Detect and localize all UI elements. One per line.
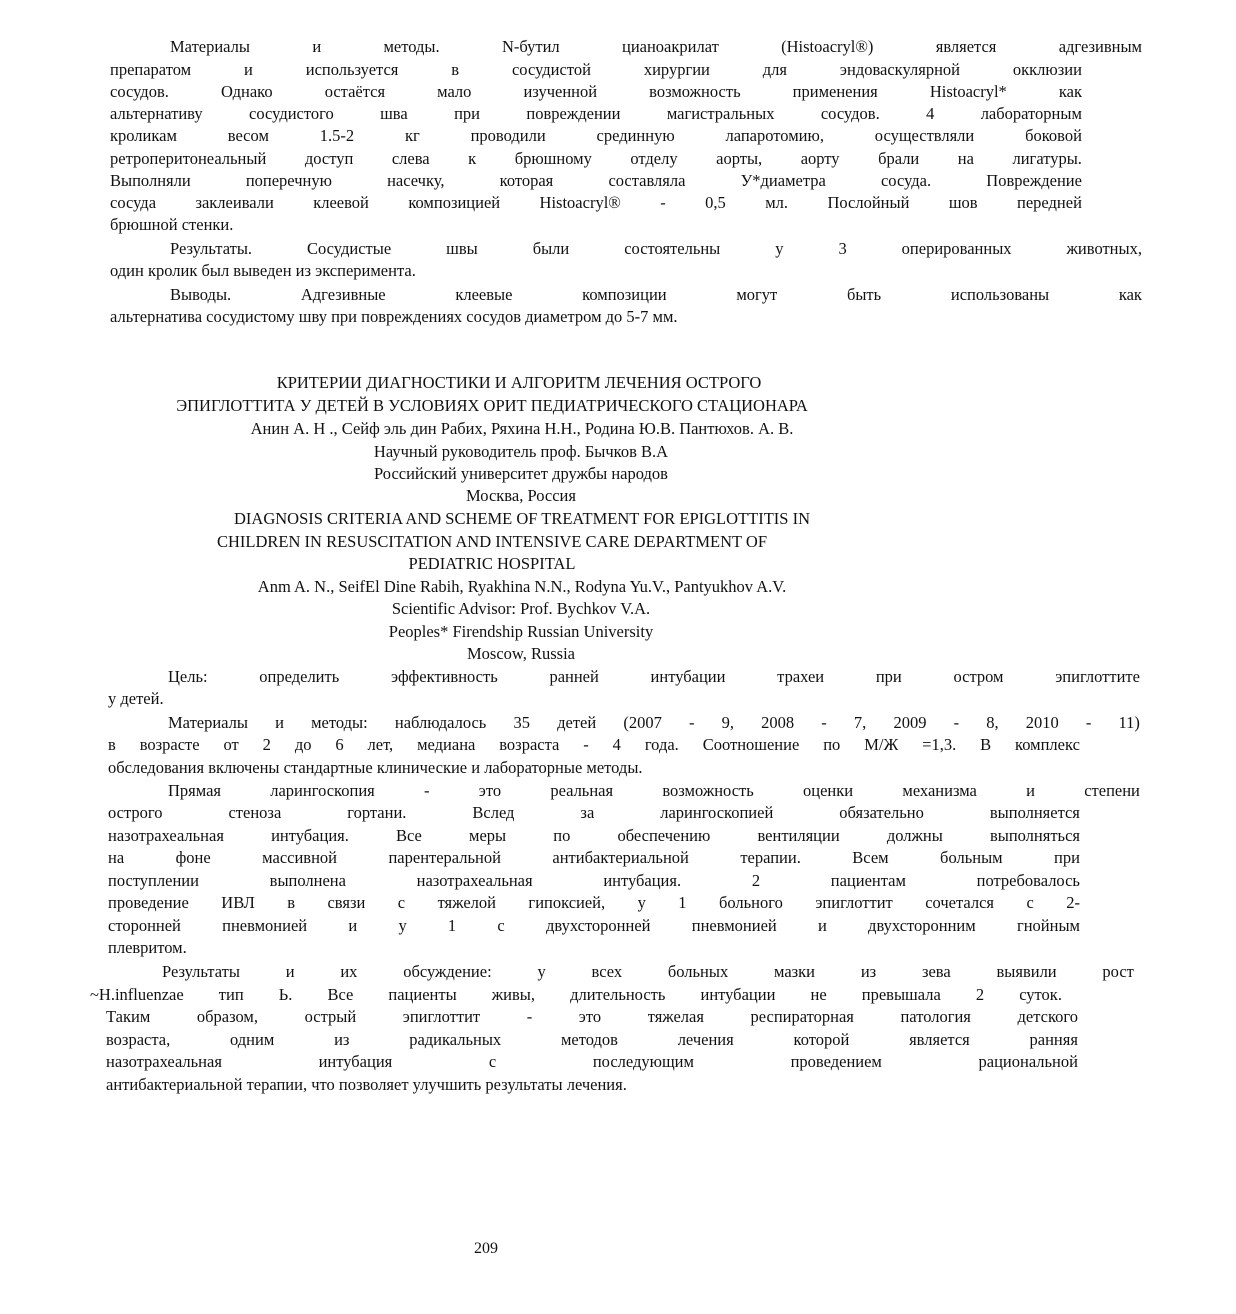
word: гнойным	[1016, 916, 1080, 935]
word: из	[860, 962, 877, 981]
word: фоне	[175, 848, 211, 867]
advisor-line: Scientific Advisor: Prof. Bychkov V.A.	[391, 599, 651, 618]
word: обсуждение:	[403, 962, 492, 981]
word: 11)	[1118, 713, 1140, 732]
word: -	[583, 735, 589, 754]
word: у	[398, 916, 407, 935]
word: лет,	[367, 735, 394, 754]
word: является	[909, 1030, 970, 1049]
section-title: КРИТЕРИИ ДИАГНОСТИКИ И АЛГОРИТМ ЛЕЧЕНИЯ ОСТРОГО	[276, 373, 762, 392]
word: это	[578, 1007, 602, 1026]
word: комплекс	[1015, 735, 1080, 754]
word: слева	[391, 149, 430, 168]
word: N-бутил	[501, 37, 560, 56]
word: -	[424, 781, 430, 800]
word: срединную	[596, 126, 675, 145]
text-line: брюшной стенки.	[110, 215, 234, 234]
word: возможность	[662, 781, 754, 800]
word: с	[1026, 893, 1034, 912]
word: (2007	[623, 713, 662, 732]
text-line	[0, 892, 1176, 914]
word: зева	[921, 962, 951, 981]
text-line: антибактериальной терапии, что позволяет улучшить результаты лечения.	[106, 1075, 627, 1094]
word: массивной	[262, 848, 338, 867]
word: тип	[218, 985, 244, 1004]
word: лабораторным	[980, 104, 1082, 123]
word: превышала	[861, 985, 941, 1004]
word: как	[1118, 285, 1142, 304]
word: пациентам	[830, 871, 906, 890]
word: В	[980, 735, 992, 754]
word: Histoacryl*	[929, 82, 1007, 101]
word: назотрахеальная	[108, 826, 224, 845]
word: Адгезивные	[300, 285, 386, 304]
text-line	[0, 961, 1232, 983]
word: остром	[953, 667, 1004, 686]
word: и	[285, 962, 295, 981]
text-line	[0, 915, 1176, 937]
word: тяжелой	[437, 893, 496, 912]
word: швы	[446, 239, 478, 258]
word: шов	[948, 193, 978, 212]
word: сосудов.	[110, 82, 169, 101]
word: Соотношение	[702, 735, 800, 754]
word: остаётся	[324, 82, 386, 101]
word: Прямая	[168, 781, 221, 800]
word: меры	[469, 826, 507, 845]
word: (Histoacryl®)	[781, 37, 874, 56]
text-line	[0, 666, 1236, 688]
word: осуществляли	[874, 126, 975, 145]
text-line	[0, 780, 1236, 802]
word: альтернативу	[110, 104, 203, 123]
word: возрасте	[139, 735, 200, 754]
word: 2	[262, 735, 271, 754]
word: 2010	[1025, 713, 1059, 732]
word: 2008	[761, 713, 795, 732]
word: пневмонией	[691, 916, 777, 935]
word: возможность	[649, 82, 741, 101]
word: возраста,	[106, 1030, 171, 1049]
word: методы:	[311, 713, 368, 732]
word: проводили	[470, 126, 546, 145]
word: Выполняли	[110, 171, 191, 190]
word: составляла	[608, 171, 686, 190]
word: поступлении	[108, 871, 199, 890]
word: эпиглоттит	[815, 893, 893, 912]
word: года.	[644, 735, 679, 754]
word: кг	[404, 126, 420, 145]
word: 35	[513, 713, 530, 732]
word: связи	[327, 893, 366, 912]
word: больных	[667, 962, 729, 981]
word: оперированных	[901, 239, 1012, 258]
word: Материалы	[168, 713, 248, 732]
word: интубация.	[271, 826, 349, 845]
word: изученной	[523, 82, 598, 101]
word: 9,	[721, 713, 734, 732]
word: 2	[975, 985, 985, 1004]
word: мало	[437, 82, 472, 101]
text-line	[0, 36, 1236, 58]
word: брали	[878, 149, 920, 168]
word: применения	[792, 82, 878, 101]
word: эндоваскулярной	[839, 60, 960, 79]
word: потребовалось	[976, 871, 1080, 890]
word: методы.	[383, 37, 440, 56]
word: -	[526, 1007, 533, 1026]
word: Результаты.	[170, 239, 253, 258]
word: 8,	[986, 713, 999, 732]
word: при	[875, 667, 902, 686]
word: не	[810, 985, 827, 1004]
word: кроликам	[110, 126, 177, 145]
word: рост	[1102, 962, 1134, 981]
word: состоятельны	[624, 239, 721, 258]
text-line	[0, 148, 1176, 170]
word: всех	[591, 962, 623, 981]
word: Вслед	[472, 803, 515, 822]
word: суток.	[1019, 985, 1062, 1004]
word: цианоакрилат	[621, 37, 719, 56]
word: 3	[838, 239, 847, 258]
word: интубация.	[603, 871, 682, 890]
word: интубации	[650, 667, 726, 686]
word: магистральных	[666, 104, 775, 123]
word: реальная	[550, 781, 614, 800]
word: отделу	[630, 149, 678, 168]
word: 2009	[893, 713, 927, 732]
word: оценки	[803, 781, 854, 800]
word: у	[637, 893, 646, 912]
text-line	[0, 192, 1176, 214]
word: ларингоскопия	[270, 781, 375, 800]
word: 1	[678, 893, 687, 912]
word: пневмонией	[222, 916, 308, 935]
text-line	[0, 103, 1176, 125]
word: Материалы	[170, 37, 250, 56]
word: вентиляции	[757, 826, 840, 845]
word: -	[1085, 713, 1092, 732]
word: и	[817, 916, 827, 935]
word: 2-	[1066, 893, 1080, 912]
section-title: DIAGNOSIS CRITERIA AND SCHEME OF TREATMENT FOR EPIGLOTTITIS IN	[234, 509, 810, 528]
text-line	[0, 984, 1160, 1006]
word: Результаты	[162, 962, 240, 981]
word: пациенты	[388, 985, 457, 1004]
word: Таким	[106, 1007, 151, 1026]
section-title: PEDIATRIC HOSPITAL	[408, 554, 576, 573]
word: с	[488, 1052, 497, 1071]
word: -	[688, 713, 695, 732]
word: живы,	[491, 985, 535, 1004]
word: быть	[846, 285, 882, 304]
word: как	[1058, 82, 1082, 101]
word: мазки	[774, 962, 816, 981]
word: сосудистой	[511, 60, 591, 79]
word: 1.5-2	[319, 126, 355, 145]
page-number: 209	[474, 1240, 498, 1257]
word: сосуда.	[880, 171, 932, 190]
word: композиции	[582, 285, 667, 304]
word: выявили	[996, 962, 1057, 981]
word: образом,	[196, 1007, 259, 1026]
word: мл.	[765, 193, 789, 212]
word: брюшному	[514, 149, 592, 168]
text-line	[0, 81, 1176, 103]
word: 6	[335, 735, 344, 754]
text-line: обследования включены стандартные клинические и лабораторные методы.	[108, 758, 643, 777]
word: =1,3.	[922, 735, 957, 754]
word: двухсторонним	[868, 916, 976, 935]
word: от	[223, 735, 239, 754]
word: к	[468, 149, 477, 168]
word: Всем	[852, 848, 889, 867]
word: проведение	[108, 893, 189, 912]
word: и	[243, 60, 253, 79]
affiliation-line: Российский университет дружбы народов	[374, 464, 668, 483]
section-title: ЭПИГЛОТТИТА У ДЕТЕЙ В УСЛОВИЯХ ОРИТ ПЕДИАТРИЧЕСКОГО СТАЦИОНАРА	[176, 396, 808, 415]
word: трахеи	[777, 667, 825, 686]
text-line	[0, 1051, 1176, 1073]
text-line	[0, 802, 1176, 824]
word: на	[957, 149, 974, 168]
word: адгезивным	[1058, 37, 1142, 56]
word: возраста	[499, 735, 560, 754]
word: детского	[1017, 1007, 1078, 1026]
word: сосуда	[110, 193, 157, 212]
word: Повреждение	[986, 171, 1082, 190]
word: эпиглоттите	[1055, 667, 1140, 686]
word: -	[821, 713, 827, 732]
word: по	[823, 735, 841, 754]
text-line: плевритом.	[108, 938, 187, 957]
word: сосудов.	[820, 104, 880, 123]
word: были	[532, 239, 570, 258]
word: парентеральной	[388, 848, 501, 867]
advisor-line: Научный руководитель проф. Бычков В.А	[373, 442, 669, 461]
word: заклеивали	[195, 193, 274, 212]
word: определить	[259, 667, 340, 686]
word: эффективность	[390, 667, 498, 686]
word: по	[553, 826, 571, 845]
word: степени	[1084, 781, 1140, 800]
word: Histoacryl®	[539, 193, 621, 212]
word: 4	[612, 735, 621, 754]
word: 4	[926, 104, 935, 123]
word: в	[108, 735, 116, 754]
word: аорты,	[716, 149, 763, 168]
section-title: CHILDREN IN RESUSCITATION AND INTENSIVE CARE DEPARTMENT OF	[217, 532, 767, 551]
word: шва	[380, 104, 408, 123]
word: их	[340, 962, 358, 981]
text-line	[0, 734, 1176, 756]
word: механизма	[902, 781, 977, 800]
word: 7,	[853, 713, 867, 732]
word: с	[497, 916, 505, 935]
authors-line: Анин А. Н ., Сейф эль дин Рабих, Ряхина Н.Н., Родина Ю.В. Пантюхов. А. В.	[250, 419, 794, 438]
word: лигатуры.	[1012, 149, 1082, 168]
word: ретроперитонеальный	[110, 149, 267, 168]
word: и	[312, 37, 322, 56]
word: которой	[793, 1030, 850, 1049]
word: ~H.influenzae	[90, 985, 184, 1004]
word: Ь.	[278, 985, 293, 1004]
word: наблюдалось	[394, 713, 487, 732]
word: У*диаметра	[740, 171, 826, 190]
word: повреждении	[526, 104, 621, 123]
word: Все	[327, 985, 354, 1004]
text-line: один кролик был выведен из эксперимента.	[110, 261, 416, 280]
word: сосудистого	[249, 104, 334, 123]
word: Сосудистые	[307, 239, 392, 258]
word: ларингоскопией	[660, 803, 774, 822]
word: у	[775, 239, 784, 258]
word: могут	[736, 285, 778, 304]
word: проведением	[790, 1052, 882, 1071]
word: является	[935, 37, 997, 56]
word: на	[108, 848, 125, 867]
word: которая	[499, 171, 554, 190]
word: гортани.	[347, 803, 407, 822]
word: поперечную	[245, 171, 332, 190]
word: клеевой	[313, 193, 369, 212]
word: острого	[108, 803, 163, 822]
text-line	[0, 59, 1176, 81]
word: выполнена	[269, 871, 346, 890]
text-line	[0, 284, 1236, 306]
text-line: альтернатива сосудистому шву при повреждениях сосудов диаметром до 5-7 мм.	[110, 307, 678, 326]
word: хирургии	[643, 60, 710, 79]
word: сторонней	[108, 916, 181, 935]
word: эпиглоттит	[402, 1007, 481, 1026]
word: передней	[1017, 193, 1082, 212]
text-line	[0, 1006, 1176, 1028]
word: весом	[227, 126, 269, 145]
text-line: у детей.	[108, 689, 164, 708]
word: двухсторонней	[545, 916, 651, 935]
word: и	[275, 713, 284, 732]
word: аорту	[800, 149, 840, 168]
word: радикальных	[409, 1030, 502, 1049]
word: терапии.	[740, 848, 801, 867]
word: с	[397, 893, 406, 912]
word: назотрахеальная	[416, 871, 533, 890]
word: медиана	[417, 735, 476, 754]
word: М/Ж	[864, 735, 899, 754]
word: антибактериальной	[552, 848, 689, 867]
word: сочетался	[925, 893, 994, 912]
word: лапаротомию,	[725, 126, 824, 145]
text-line	[0, 825, 1176, 847]
word: из	[334, 1030, 350, 1049]
word: препаратом	[110, 60, 192, 79]
word: Все	[396, 826, 422, 845]
word: доступ	[304, 149, 354, 168]
word: назотрахеальная	[106, 1052, 222, 1071]
word: Выводы.	[170, 285, 232, 304]
text-line	[0, 125, 1176, 147]
word: длительность	[570, 985, 666, 1004]
word: Цель:	[168, 667, 208, 686]
word: ранняя	[1029, 1030, 1078, 1049]
word: одним	[230, 1030, 275, 1049]
word: -	[660, 193, 666, 212]
word: в	[451, 60, 460, 79]
word: интубации	[700, 985, 776, 1004]
word: используется	[305, 60, 399, 79]
word: ранней	[549, 667, 599, 686]
text-line	[0, 712, 1236, 734]
word: насечку,	[387, 171, 445, 190]
text-line	[0, 170, 1176, 192]
word: в	[287, 893, 296, 912]
word: детей	[557, 713, 597, 732]
word: -	[953, 713, 960, 732]
text-line	[0, 870, 1176, 892]
word: больным	[940, 848, 1003, 867]
word: клеевые	[455, 285, 513, 304]
word: гипоксией,	[528, 893, 606, 912]
word: выполняться	[989, 826, 1080, 845]
word: и	[1026, 781, 1035, 800]
word: Однако	[220, 82, 273, 101]
word: должны	[886, 826, 943, 845]
location-line: Москва, Россия	[466, 486, 576, 505]
word: методов	[560, 1030, 618, 1049]
word: 0,5	[705, 193, 726, 212]
word: ИВЛ	[221, 893, 255, 912]
word: обеспечению	[617, 826, 711, 845]
authors-line: Anm A. N., SeifEl Dine Rabih, Ryakhina N.N., Rodyna Yu.V., Pantyukhov A.V.	[257, 577, 787, 596]
word: животных,	[1066, 239, 1142, 258]
word: лечения	[677, 1030, 734, 1049]
text-line	[0, 238, 1236, 260]
word: у	[537, 962, 546, 981]
word: это	[478, 781, 502, 800]
word: Послойный	[827, 193, 910, 212]
word: рациональной	[978, 1052, 1078, 1071]
word: до	[294, 735, 312, 754]
word: и	[348, 916, 358, 935]
word: интубация	[318, 1052, 393, 1071]
word: композицией	[408, 193, 501, 212]
word: окклюзии	[1012, 60, 1082, 79]
word: стеноза	[228, 803, 282, 822]
word: при	[1054, 848, 1080, 867]
word: использованы	[950, 285, 1050, 304]
text-line	[0, 1029, 1176, 1051]
word: обязательно	[839, 803, 924, 822]
word: тяжелая	[647, 1007, 704, 1026]
word: 1	[447, 916, 457, 935]
word: респираторная	[750, 1007, 854, 1026]
word: выполняется	[989, 803, 1080, 822]
word: последующим	[592, 1052, 694, 1071]
location-line: Moscow, Russia	[466, 644, 575, 663]
word: за	[580, 803, 595, 822]
text-line	[0, 847, 1176, 869]
affiliation-line: Peoples* Firendship Russian University	[388, 622, 654, 641]
word: больного	[719, 893, 783, 912]
word: боковой	[1025, 126, 1082, 145]
word: для	[762, 60, 787, 79]
word: патология	[900, 1007, 971, 1026]
word: 2	[751, 871, 761, 890]
word: острый	[304, 1007, 357, 1026]
word: при	[454, 104, 480, 123]
